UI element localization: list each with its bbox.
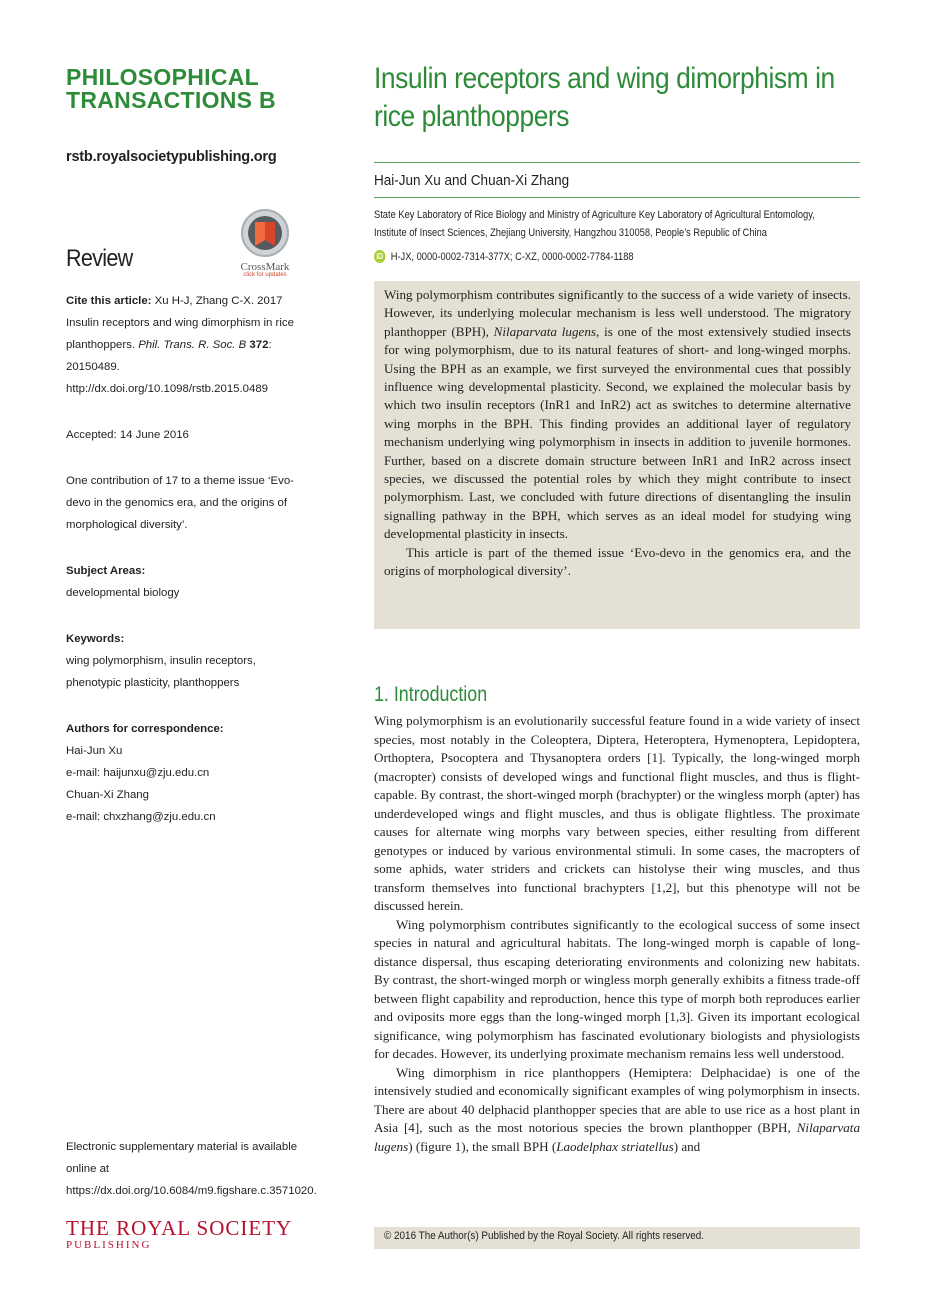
correspondence-email1[interactable]: e-mail: haijunxu@zju.edu.cn (66, 767, 210, 779)
subject-label: Subject Areas: (66, 565, 146, 577)
crossmark-icon (240, 208, 290, 258)
correspondence-author1: Hai-Jun Xu (66, 745, 123, 757)
intro-p3-species2: Laodelphax striatellus (556, 1138, 674, 1154)
correspondence-label: Authors for correspondence: (66, 723, 224, 735)
cite-text: Xu H-J, Zhang C-X. 2017 Insulin receptors and wing dimorphism in rice planthoppers. (66, 295, 294, 351)
cite-volume: 372 (249, 339, 269, 351)
copyright-text: © 2016 The Author(s) Published by the Royal Society. All rights reserved. (384, 1230, 705, 1242)
correspondence-author2: Chuan-Xi Zhang (66, 789, 149, 801)
correspondence-email2[interactable]: e-mail: chxzhang@zju.edu.cn (66, 811, 216, 823)
copyright-bar (374, 1227, 860, 1249)
abstract-part1: Wing polymorphism contributes significantly to the success of a wide variety of insects. However, its underlying molecular mechanism is less well understood. The migratory planthopper (BPH), (384, 287, 851, 339)
intro-paragraph-3 (374, 1064, 860, 1157)
article-authors: Hai-Jun Xu and Chuan-Xi Zhang (374, 172, 570, 189)
intro-p3-species1: Nilaparvata lugens (374, 1120, 860, 1154)
cite-journal: Phil. Trans. R. Soc. B (138, 339, 247, 351)
intro-p3-e: ) and (673, 1138, 701, 1154)
intro-paragraph-2: Wing polymorphism contributes significantly to the ecological success of some insect species in natural and agricultural habitats. The long-winged morph is capable of long-distance dispersal, thus escaping deteriorating environments and colonizing new habitats. By contrast, the short-winged morph or wingless morph generally exhibits a fitness trade-off between flight capability and reproduction, hence this type of morph both reproduces earlier and oviposits more eggs than the long-winged morph [1,3]. Given its important ecological significance, wing polymorphism has fascinated evolutionary biologists and physiologists for decades. However, its underlying proximate mechanism remains less well understood. (374, 916, 860, 1061)
authors-rule (374, 197, 860, 198)
subject-areas (66, 560, 306, 604)
journal-name-line1: PHILOSOPHICAL (66, 64, 260, 90)
article-title: Insulin receptors and wing dimorphism in rice planthoppers (374, 62, 835, 133)
abstract-text (384, 286, 851, 544)
section-heading-introduction: 1. Introduction (374, 683, 488, 706)
title-rule (374, 162, 860, 163)
intro-paragraph-1: Wing polymorphism is an evolutionarily successful feature found in a wide variety of insect species, most notably in the Coleoptera, Diptera, Heteroptera, Hymenoptera, Lepidoptera, Orthoptera, Psocoptera and Thysanoptera orders [1]. Typically, the long-winged morph (macropter) consists of developed wings and functional flight muscles, and thus is flight-capable. By contrast, the short-winged morph (brachypter) or the wingless morph (apter) has underdeveloped wings and flight muscles, and thus is obligate flightless. The proximate causes for alternate wing morphs vary between species, either resulting from different genotypes or induced by various environmental stimuli. In some cases, the macropters of some aphids, water striders and crickets can histolyse their wing muscles, and thus transform themselves into functional brachypters [1,2], but this phenotype will not be discussed herein. (374, 713, 860, 913)
publisher-main: THE ROYAL SOCIETY (66, 1216, 293, 1240)
journal-name-line2: TRANSACTIONS B (66, 87, 276, 113)
orcid-line (374, 250, 634, 263)
journal-url[interactable]: rstb.royalsocietypublishing.org (66, 149, 277, 165)
orcid-ids: H-JX, 0000-0002-7314-377X; C-XZ, 0000-0002-7784-1188 (390, 250, 634, 263)
accepted-date: Accepted: 14 June 2016 (66, 429, 189, 441)
intro-p3-a: Wing dimorphism in rice planthoppers (Hemiptera: Delphacidae) is one of the intensively studied and economically significant examples of wing polymorphism in insects. There are about 40 delphacid planthopper species that are able to use rice as a host plant in Asia [4], such as the most notorious species the brown planthopper (BPH, (374, 1064, 860, 1135)
crossmark-sub: click for updates (243, 272, 287, 278)
theme-contribution: One contribution of 17 to a theme issue ‘Evo-devo in the genomics era, and the origins of morphological diversity’. (66, 475, 294, 531)
orcid-icon[interactable]: iD (374, 250, 385, 263)
publisher-sub: PUBLISHING (66, 1239, 152, 1251)
abstract-theme-note: This article is part of the themed issue ‘Evo-devo in the genomics era, and the origins of morphological diversity’. (384, 544, 851, 579)
journal-name (66, 66, 326, 112)
affiliation: State Key Laboratory of Rice Biology and Ministry of Agriculture Key Laboratory of Agricultural Entomology, Institute of Insect Sciences, Zhejiang University, Hangzhou 310058, People’s Republic of China (374, 209, 815, 239)
keywords-value: wing polymorphism, insulin receptors, phenotypic plasticity, planthoppers (66, 655, 256, 689)
cite-label: Cite this article: (66, 295, 152, 307)
keywords (66, 628, 306, 694)
intro-p3-c: ) (figure 1), the small BPH ( (408, 1138, 557, 1154)
publisher-logo (66, 1217, 292, 1251)
cite-doi-link[interactable]: http://dx.doi.org/10.1098/rstb.2015.0489 (66, 383, 269, 395)
abstract-species: Nilaparvata lugens (493, 323, 596, 339)
crossmark-badge[interactable] (230, 208, 300, 278)
correspondence (66, 718, 306, 828)
abstract-box (374, 281, 860, 629)
citation-block (66, 290, 306, 400)
cite-pages: : 20150489. (66, 339, 272, 373)
article-type: Review (66, 245, 133, 272)
crossmark-label: CrossMark (240, 261, 290, 273)
abstract-part2: , is one of the most extensively studied insects for wing polymorphism, due to its natural features of short- and long-winged morphs. Using the BPH as an example, we first surveyed the environmental cues that possibly influence wing developmental plasticity. Second, we explained the molecular basis by which two insulin receptors (InR1 and InR2) act as switches to determine alternative wing morphs in the BPH. This finding provides an additional layer of regulatory mechanism underlying wing polymorphism in insects in addition to juvenile hormones. Further, based on a discrete domain structure between InR1 and InR2 across insect species, we discussed the potential roles by which they might contribute to insect polymorphism. Last, we concluded with future directions of disentangling the insulin signalling pathway in the BPH, which serves as an ideal model for studying wing developmental plasticity in insects. (384, 323, 851, 542)
introduction-body (374, 712, 860, 1156)
subject-value: developmental biology (66, 587, 180, 599)
keywords-label: Keywords: (66, 633, 125, 645)
supplementary-note[interactable]: Electronic supplementary material is available online at https://dx.doi.org/10.6084/m9.figshare.c.3571020. (66, 1141, 317, 1197)
